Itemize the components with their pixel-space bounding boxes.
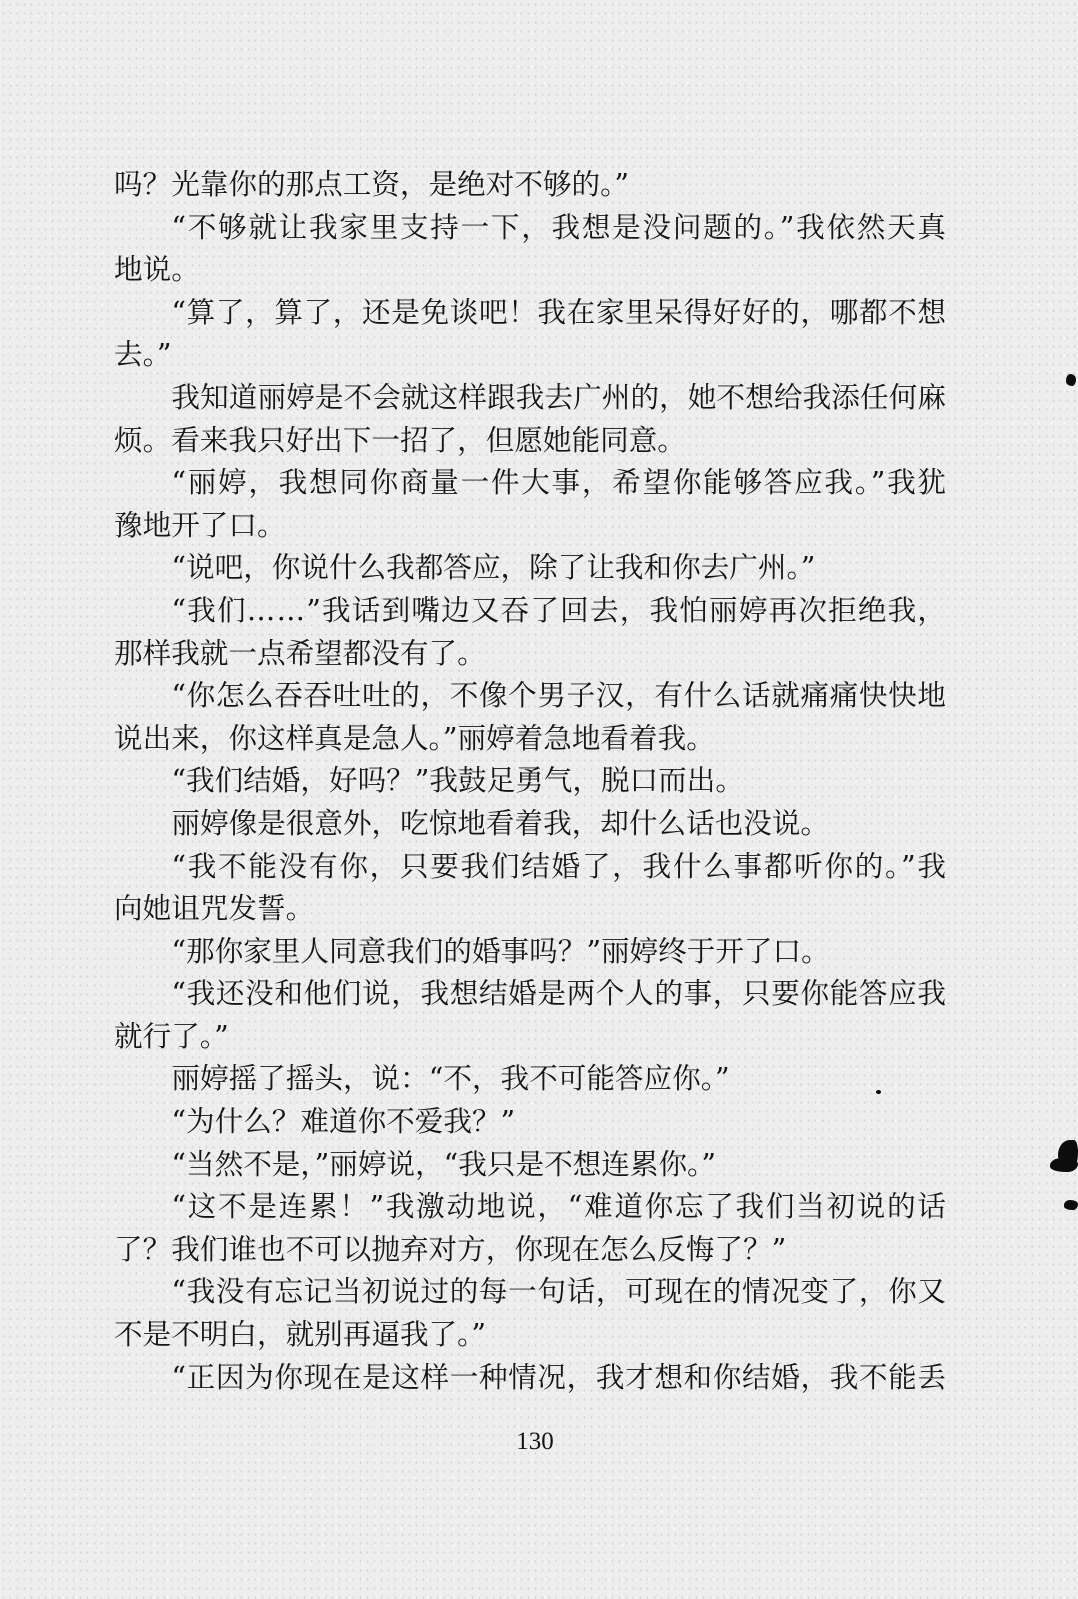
paragraph — [114, 1143, 946, 1186]
paragraph — [114, 1356, 946, 1399]
text-line — [114, 887, 946, 930]
text-line — [114, 1100, 946, 1143]
text-line — [114, 1185, 946, 1228]
paragraph — [114, 1185, 946, 1270]
text-line — [114, 802, 946, 845]
paragraph — [114, 1057, 946, 1100]
text-line — [114, 632, 946, 675]
paragraph — [114, 802, 946, 845]
line-text: “我们结婚，好吗？”我鼓足勇气，脱口而出。 — [171, 763, 744, 798]
line-text: “我没有忘记当初说过的每一句话，可现在的情况变了，你又 — [171, 1274, 947, 1309]
text-line — [114, 1270, 946, 1313]
text-body — [114, 163, 946, 1398]
line-text: “丽婷，我想同你商量一件大事，希望你能够答应我。”我犹 — [171, 465, 948, 500]
text-line — [114, 333, 946, 376]
line-text: 那样我就一点希望都没有了。 — [114, 635, 486, 670]
scan-artifact — [1064, 1200, 1078, 1210]
line-text: 了？我们谁也不可以抛弃对方，你现在怎么反悔了？” — [114, 1231, 787, 1266]
line-text: “这不是连累！”我激动地说，“难道你忘了我们当初说的话 — [171, 1189, 948, 1224]
line-text: “你怎么吞吞吐吐的，不像个男子汉，有什么话就痛痛快快地 — [171, 678, 947, 713]
paragraph — [114, 930, 946, 973]
paragraph — [114, 291, 946, 376]
text-line — [114, 206, 946, 249]
text-line — [114, 376, 946, 419]
text-line — [114, 1356, 946, 1399]
scan-artifact — [876, 1090, 881, 1094]
line-text: 吗？光靠你的那点工资，是绝对不够的。” — [114, 167, 630, 201]
line-text: 去。” — [114, 337, 172, 372]
text-line — [114, 759, 946, 802]
paragraph — [114, 1100, 946, 1143]
text-line — [114, 930, 946, 973]
paragraph — [114, 845, 946, 930]
line-text: “当然不是，”丽婷说，“我只是不想连累你。” — [171, 1146, 716, 1181]
line-text: “那你家里人同意我们的婚事吗？”丽婷终于开了口。 — [171, 933, 830, 968]
line-text: 就行了。” — [114, 1018, 229, 1053]
scan-artifact — [1050, 1158, 1078, 1172]
paragraph — [114, 376, 946, 461]
text-line — [114, 1313, 946, 1356]
text-line — [114, 163, 946, 206]
text-line — [114, 674, 946, 717]
text-line — [114, 845, 946, 888]
line-text: “我们……”我话到嘴边又吞了回去，我怕丽婷再次拒绝我， — [171, 592, 948, 627]
page-number: 130 — [516, 1428, 554, 1455]
paragraph — [114, 972, 946, 1057]
line-text: “算了，算了，还是免谈吧！我在家里呆得好好的，哪都不想 — [171, 294, 947, 329]
text-line — [114, 589, 946, 632]
line-text: 向她诅咒发誓。 — [114, 891, 315, 926]
scan-artifact — [1066, 374, 1076, 386]
line-text: “正因为你现在是这样一种情况，我才想和你结婚，我不能丢 — [171, 1359, 947, 1394]
line-text: 不是不明白，就别再逼我了。” — [114, 1317, 487, 1352]
paragraph — [114, 461, 946, 546]
line-text: 地说。 — [114, 252, 200, 287]
text-line — [114, 419, 946, 462]
line-text: 丽婷摇了摇头，说：“不，我不可能答应你。” — [171, 1061, 730, 1096]
text-line — [114, 248, 946, 291]
paragraph — [114, 759, 946, 802]
text-line — [114, 291, 946, 334]
text-line — [114, 1015, 946, 1058]
paragraph — [114, 546, 946, 589]
text-line — [114, 1228, 946, 1271]
line-text: “不够就让我家里支持一下，我想是没问题的。”我依然天真 — [171, 209, 948, 244]
text-line — [114, 1057, 946, 1100]
line-text: 说出来，你这样真是急人。”丽婷着急地看着我。 — [114, 720, 715, 755]
line-text: “说吧，你说什么我都答应，除了让我和你去广州。” — [171, 550, 816, 585]
line-text: “我还没和他们说，我想结婚是两个人的事，只要你能答应我 — [171, 976, 947, 1011]
text-line — [114, 504, 946, 547]
line-text: 我知道丽婷是不会就这样跟我去广州的，她不想给我添任何麻 — [171, 379, 947, 414]
paragraph — [114, 674, 946, 759]
line-text: 豫地开了口。 — [114, 507, 286, 542]
text-line — [114, 546, 946, 589]
line-text: 烦。看来我只好出下一招了，但愿她能同意。 — [114, 422, 686, 457]
paragraph — [114, 589, 946, 674]
paragraph — [114, 1270, 946, 1355]
line-text: “为什么？难道你不爱我？” — [171, 1104, 516, 1139]
text-line — [114, 972, 946, 1015]
text-line — [114, 461, 946, 504]
text-line — [114, 1143, 946, 1186]
paragraph — [114, 163, 946, 206]
paragraph — [114, 206, 946, 291]
line-text: 丽婷像是很意外，吃惊地看着我，却什么话也没说。 — [171, 805, 830, 840]
line-text: “我不能没有你，只要我们结婚了，我什么事都听你的。”我 — [171, 848, 948, 883]
text-line — [114, 717, 946, 760]
